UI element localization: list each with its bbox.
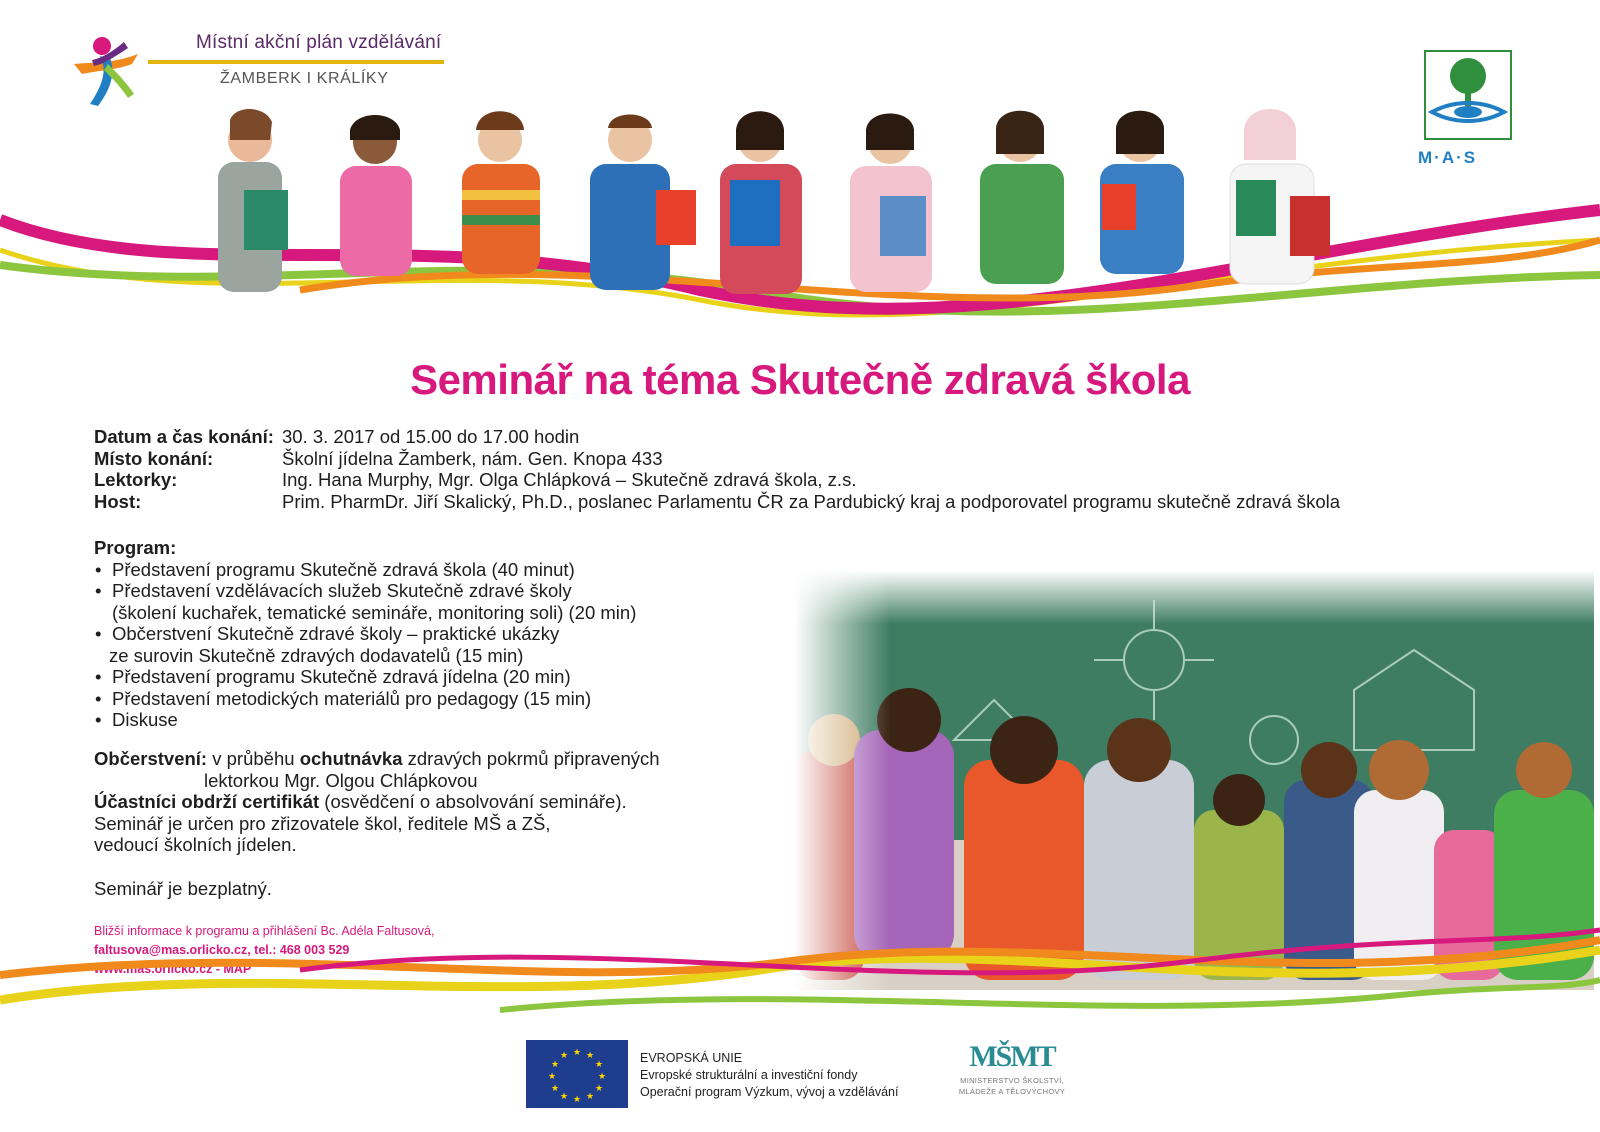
msmt-logo-mark: MŠMT	[969, 1040, 1055, 1073]
audience-line-1: Seminář je určen pro zřizovatele škol, ředitele MŠ a ZŠ,	[94, 812, 551, 834]
list-item: • Představení programu Skutečně zdravá škola (40 minut)	[94, 559, 636, 581]
detail-value: 30. 3. 2017 od 15.00 do 17.00 hodin	[282, 426, 580, 447]
list-item-text: Představení vzdělávacích služeb Skutečně zdravé školy	[112, 580, 572, 601]
child-4	[590, 115, 696, 291]
child-5	[720, 111, 802, 294]
contact-line: Bližší informace k programu a přihlášení Bc. Adéla Faltusová,	[94, 924, 435, 938]
certificate-bold: Účastníci obdrží certifikát	[94, 791, 320, 812]
children-illustration	[190, 100, 1390, 310]
audience-line-2: vedoucí školních jídelen.	[94, 834, 297, 855]
mas-logo	[1424, 50, 1512, 140]
child-6	[850, 114, 932, 293]
refreshment-label: Občerstvení:	[94, 748, 208, 769]
refreshment-bold: ochutnávka	[299, 748, 403, 769]
event-details	[94, 426, 1340, 512]
svg-text:★: ★	[550, 1059, 560, 1069]
page-title: Seminář na téma Skutečně zdravá škola	[410, 356, 1190, 403]
child-9	[1230, 109, 1330, 284]
detail-row-lecturers	[94, 469, 1340, 491]
msmt-line-2: MLÁDEŽE A TĚLOVÝCHOVY	[958, 1087, 1066, 1096]
free-admission-text: Seminář je bezplatný.	[94, 878, 272, 899]
svg-text:★: ★	[559, 1050, 569, 1060]
map-subtitle: ŽAMBERK I KRÁLÍKY	[220, 70, 389, 87]
map-title-divider	[148, 60, 444, 64]
contact-website[interactable]: www.mas.orlicko.cz - MAP	[94, 962, 252, 976]
eu-line-1: EVROPSKÁ UNIE	[640, 1051, 743, 1065]
detail-label: Místo konání:	[94, 447, 214, 469]
detail-row-date	[94, 426, 1340, 448]
list-item	[94, 580, 636, 623]
eu-text	[640, 1050, 898, 1101]
detail-label: Host:	[94, 490, 142, 512]
certificate-line	[94, 791, 734, 813]
program-list	[94, 559, 636, 731]
children-photo-strip	[190, 100, 1390, 310]
refreshment-text-2: zdravých pokrmů připravených	[407, 748, 660, 769]
svg-text:★: ★	[572, 1094, 582, 1104]
certificate-text: (osvědčení o absolvování semináře).	[324, 791, 627, 812]
refreshment-text: v průběhu	[212, 748, 295, 769]
svg-text:★: ★	[550, 1083, 560, 1093]
list-item-continuation: ze surovin Skutečně zdravých dodavatelů (15 min)	[109, 644, 524, 666]
msmt-line-1: MINISTERSTVO ŠKOLSTVÍ,	[960, 1076, 1064, 1085]
msmt-logo	[942, 1040, 1082, 1096]
detail-value: Ing. Hana Murphy, Mgr. Olga Chlápková – Skutečně zdravá škola, z.s.	[282, 469, 857, 490]
svg-text:★: ★	[594, 1059, 604, 1069]
list-item: • Diskuse	[94, 709, 636, 731]
program-section	[94, 537, 636, 731]
eu-flag-icon	[526, 1040, 628, 1108]
program-heading: Program:	[94, 537, 177, 558]
detail-value: Prim. PharmDr. Jiří Skalický, Ph.D., poslanec Parlamentu ČR za Pardubický kraj a podporovatel programu skutečně zdravá škola	[282, 490, 1341, 512]
map-title: Místní akční plán vzdělávání	[196, 32, 442, 53]
child-7	[980, 111, 1064, 284]
svg-text:★: ★	[597, 1071, 607, 1081]
svg-text:★: ★	[559, 1091, 569, 1101]
refreshment-line	[94, 748, 734, 770]
svg-text:★: ★	[585, 1091, 595, 1101]
bottom-wave-decoration	[0, 900, 1600, 1030]
svg-text:★: ★	[585, 1050, 595, 1060]
child-3	[462, 111, 540, 274]
detail-value: Školní jídelna Žamberk, nám. Gen. Knopa 433	[282, 447, 663, 469]
list-item-text: Občerstvení Skutečně zdravé školy – praktické ukázky	[112, 623, 560, 644]
svg-text:★: ★	[572, 1047, 582, 1057]
list-item	[94, 623, 636, 666]
map-logo-icon	[72, 34, 142, 108]
detail-row-place	[94, 448, 1340, 470]
eu-line-2: Evropské strukturální a investiční fondy	[640, 1068, 858, 1082]
refreshment-line-2: lektorkou Mgr. Olgou Chlápkovou	[204, 769, 478, 791]
mas-logo-text: M·A·S	[1418, 148, 1478, 167]
child-8	[1100, 111, 1184, 274]
list-item: • Představení metodických materiálů pro pedagogy (15 min)	[94, 688, 636, 710]
contact-email-phone[interactable]: faltusova@mas.orlicko.cz, tel.: 468 003 529	[94, 943, 350, 957]
detail-label: Lektorky:	[94, 469, 178, 490]
mas-tree-icon	[1426, 52, 1510, 138]
detail-row-host	[94, 491, 1340, 513]
eu-line-3: Operační program Výzkum, vývoj a vzdělávání	[640, 1085, 899, 1099]
list-item: • Představení programu Skutečně zdravá jídelna (20 min)	[94, 666, 636, 688]
svg-text:★: ★	[547, 1071, 557, 1081]
child-2	[340, 115, 412, 276]
svg-text:★: ★	[594, 1083, 604, 1093]
child-1	[218, 109, 288, 292]
detail-label: Datum a čas konání:	[94, 426, 274, 447]
list-item-continuation: (školení kuchařek, tematické semináře, monitoring soli) (20 min)	[112, 601, 637, 623]
refreshment-section	[94, 748, 734, 856]
